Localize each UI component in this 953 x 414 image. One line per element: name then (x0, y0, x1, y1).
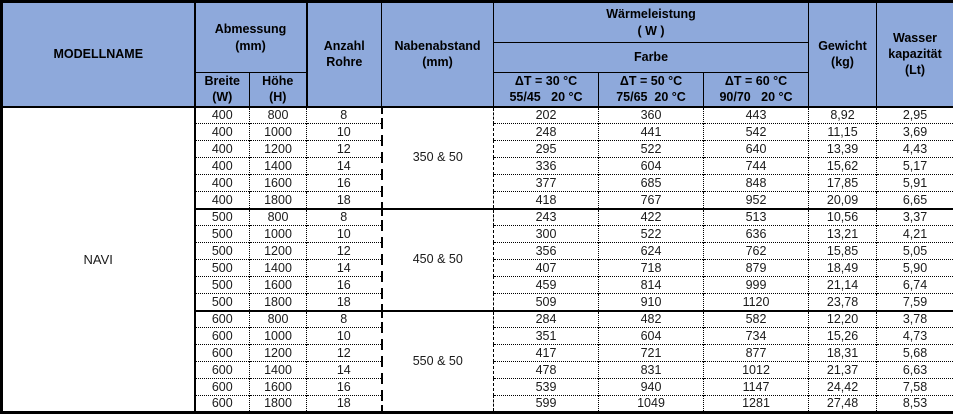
cell-nabenabstand: 550 & 50 (382, 311, 494, 413)
cell-wasser: 6,65 (877, 192, 953, 209)
cell-breite: 500 (195, 226, 250, 243)
cell-gewicht: 24,42 (809, 379, 877, 396)
cell-dt60: 1281 (704, 396, 809, 413)
col-header-hoehe: Höhe (H) (250, 73, 307, 107)
col-header-abmessung: Abmessung (mm) (195, 2, 307, 73)
cell-anzahl-rohre: 12 (307, 141, 382, 158)
cell-breite: 600 (195, 362, 250, 379)
cell-wasser: 5,17 (877, 158, 953, 175)
cell-gewicht: 13,21 (809, 226, 877, 243)
cell-dt50: 831 (599, 362, 704, 379)
cell-gewicht: 27,48 (809, 396, 877, 413)
cell-dt60: 877 (704, 345, 809, 362)
cell-wasser: 4,73 (877, 328, 953, 345)
cell-nabenabstand: 350 & 50 (382, 107, 494, 209)
cell-hoehe: 1200 (250, 141, 307, 158)
cell-gewicht: 8,92 (809, 107, 877, 124)
cell-breite: 600 (195, 379, 250, 396)
cell-dt50: 604 (599, 328, 704, 345)
cell-anzahl-rohre: 16 (307, 175, 382, 192)
cell-anzahl-rohre: 8 (307, 209, 382, 226)
cell-dt60: 1120 (704, 294, 809, 311)
cell-dt60: 744 (704, 158, 809, 175)
cell-dt30: 509 (494, 294, 599, 311)
col-header-farbe: Farbe (494, 43, 809, 73)
cell-breite: 600 (195, 311, 250, 328)
cell-breite: 500 (195, 260, 250, 277)
cell-dt60: 952 (704, 192, 809, 209)
cell-hoehe: 1400 (250, 260, 307, 277)
col-header-dt50: ΔT = 50 °C 75/65 20 °C (599, 73, 704, 107)
cell-anzahl-rohre: 8 (307, 107, 382, 124)
cell-hoehe: 1000 (250, 124, 307, 141)
cell-dt60: 1012 (704, 362, 809, 379)
cell-breite: 600 (195, 396, 250, 413)
cell-dt50: 721 (599, 345, 704, 362)
cell-breite: 500 (195, 243, 250, 260)
cell-gewicht: 12,20 (809, 311, 877, 328)
cell-dt50: 482 (599, 311, 704, 328)
cell-gewicht: 11,15 (809, 124, 877, 141)
cell-breite: 500 (195, 277, 250, 294)
model-name-cell: NAVI (2, 107, 195, 413)
cell-dt60: 848 (704, 175, 809, 192)
cell-anzahl-rohre: 18 (307, 294, 382, 311)
cell-breite: 600 (195, 328, 250, 345)
cell-wasser: 3,37 (877, 209, 953, 226)
cell-dt30: 478 (494, 362, 599, 379)
cell-gewicht: 10,56 (809, 209, 877, 226)
cell-dt30: 248 (494, 124, 599, 141)
cell-wasser: 7,59 (877, 294, 953, 311)
col-header-wasserkapazitaet: Wasser kapazität (Lt) (877, 2, 953, 107)
cell-dt30: 407 (494, 260, 599, 277)
cell-dt30: 284 (494, 311, 599, 328)
cell-dt60: 762 (704, 243, 809, 260)
col-header-nabenabstand: Nabenabstand (mm) (382, 2, 494, 107)
cell-dt30: 295 (494, 141, 599, 158)
cell-breite: 400 (195, 141, 250, 158)
cell-hoehe: 1000 (250, 226, 307, 243)
cell-dt50: 441 (599, 124, 704, 141)
cell-wasser: 5,90 (877, 260, 953, 277)
cell-dt30: 202 (494, 107, 599, 124)
cell-gewicht: 18,49 (809, 260, 877, 277)
cell-dt60: 542 (704, 124, 809, 141)
cell-wasser: 3,69 (877, 124, 953, 141)
cell-hoehe: 800 (250, 107, 307, 124)
cell-gewicht: 15,62 (809, 158, 877, 175)
col-header-breite: Breite (W) (195, 73, 250, 107)
cell-dt50: 910 (599, 294, 704, 311)
cell-dt50: 360 (599, 107, 704, 124)
cell-hoehe: 1600 (250, 175, 307, 192)
cell-wasser: 6,63 (877, 362, 953, 379)
cell-dt30: 377 (494, 175, 599, 192)
cell-dt50: 718 (599, 260, 704, 277)
cell-hoehe: 800 (250, 311, 307, 328)
cell-dt30: 539 (494, 379, 599, 396)
cell-dt50: 522 (599, 226, 704, 243)
cell-dt30: 351 (494, 328, 599, 345)
cell-dt30: 243 (494, 209, 599, 226)
cell-hoehe: 1200 (250, 243, 307, 260)
cell-dt30: 418 (494, 192, 599, 209)
cell-wasser: 4,43 (877, 141, 953, 158)
cell-dt60: 734 (704, 328, 809, 345)
cell-anzahl-rohre: 10 (307, 328, 382, 345)
cell-dt50: 1049 (599, 396, 704, 413)
col-header-modellname-label: MODELLNAME (53, 47, 143, 61)
cell-anzahl-rohre: 14 (307, 158, 382, 175)
cell-breite: 400 (195, 124, 250, 141)
cell-breite: 600 (195, 345, 250, 362)
cell-anzahl-rohre: 16 (307, 277, 382, 294)
cell-anzahl-rohre: 10 (307, 226, 382, 243)
cell-dt60: 999 (704, 277, 809, 294)
cell-anzahl-rohre: 12 (307, 345, 382, 362)
cell-dt60: 443 (704, 107, 809, 124)
cell-hoehe: 800 (250, 209, 307, 226)
cell-hoehe: 1200 (250, 345, 307, 362)
col-header-waermeleistung: Wärmeleistung ( W ) (494, 2, 809, 43)
cell-hoehe: 1600 (250, 379, 307, 396)
cell-dt50: 604 (599, 158, 704, 175)
cell-breite: 400 (195, 158, 250, 175)
cell-gewicht: 13,39 (809, 141, 877, 158)
cell-dt60: 879 (704, 260, 809, 277)
cell-anzahl-rohre: 8 (307, 311, 382, 328)
cell-hoehe: 1400 (250, 362, 307, 379)
cell-dt50: 522 (599, 141, 704, 158)
cell-anzahl-rohre: 14 (307, 362, 382, 379)
cell-hoehe: 1800 (250, 396, 307, 413)
cell-wasser: 5,91 (877, 175, 953, 192)
cell-gewicht: 15,26 (809, 328, 877, 345)
col-header-anzahl-rohre: Anzahl Rohre (307, 2, 382, 107)
cell-anzahl-rohre: 18 (307, 192, 382, 209)
cell-gewicht: 21,14 (809, 277, 877, 294)
cell-hoehe: 1400 (250, 158, 307, 175)
cell-breite: 500 (195, 294, 250, 311)
cell-dt50: 767 (599, 192, 704, 209)
cell-wasser: 3,78 (877, 311, 953, 328)
cell-dt50: 624 (599, 243, 704, 260)
cell-dt60: 513 (704, 209, 809, 226)
cell-breite: 400 (195, 175, 250, 192)
cell-dt50: 814 (599, 277, 704, 294)
cell-gewicht: 23,78 (809, 294, 877, 311)
cell-dt30: 356 (494, 243, 599, 260)
cell-dt60: 582 (704, 311, 809, 328)
cell-wasser: 8,53 (877, 396, 953, 413)
cell-anzahl-rohre: 10 (307, 124, 382, 141)
table-row (2, 107, 953, 124)
cell-gewicht: 15,85 (809, 243, 877, 260)
col-header-dt30: ΔT = 30 °C 55/45 20 °C (494, 73, 599, 107)
cell-wasser: 4,21 (877, 226, 953, 243)
cell-hoehe: 1600 (250, 277, 307, 294)
cell-anzahl-rohre: 12 (307, 243, 382, 260)
spec-table-body (2, 107, 953, 413)
cell-dt30: 417 (494, 345, 599, 362)
cell-dt30: 336 (494, 158, 599, 175)
cell-hoehe: 1000 (250, 328, 307, 345)
col-header-modellname (2, 2, 195, 107)
cell-anzahl-rohre: 16 (307, 379, 382, 396)
cell-dt30: 300 (494, 226, 599, 243)
cell-wasser: 5,05 (877, 243, 953, 260)
cell-gewicht: 20,09 (809, 192, 877, 209)
cell-dt60: 640 (704, 141, 809, 158)
cell-wasser: 5,68 (877, 345, 953, 362)
cell-dt60: 636 (704, 226, 809, 243)
col-header-dt60: ΔT = 60 °C 90/70 20 °C (704, 73, 809, 107)
cell-breite: 400 (195, 192, 250, 209)
cell-dt30: 599 (494, 396, 599, 413)
cell-breite: 400 (195, 107, 250, 124)
cell-nabenabstand: 450 & 50 (382, 209, 494, 311)
table-header (2, 2, 953, 107)
cell-dt50: 940 (599, 379, 704, 396)
cell-anzahl-rohre: 14 (307, 260, 382, 277)
cell-dt50: 685 (599, 175, 704, 192)
cell-dt30: 459 (494, 277, 599, 294)
cell-dt50: 422 (599, 209, 704, 226)
cell-dt60: 1147 (704, 379, 809, 396)
cell-breite: 500 (195, 209, 250, 226)
cell-gewicht: 17,85 (809, 175, 877, 192)
cell-gewicht: 18,31 (809, 345, 877, 362)
cell-gewicht: 21,37 (809, 362, 877, 379)
cell-wasser: 2,95 (877, 107, 953, 124)
cell-wasser: 6,74 (877, 277, 953, 294)
cell-wasser: 7,58 (877, 379, 953, 396)
cell-hoehe: 1800 (250, 192, 307, 209)
cell-hoehe: 1800 (250, 294, 307, 311)
cell-anzahl-rohre: 18 (307, 396, 382, 413)
col-header-gewicht: Gewicht (kg) (809, 2, 877, 107)
